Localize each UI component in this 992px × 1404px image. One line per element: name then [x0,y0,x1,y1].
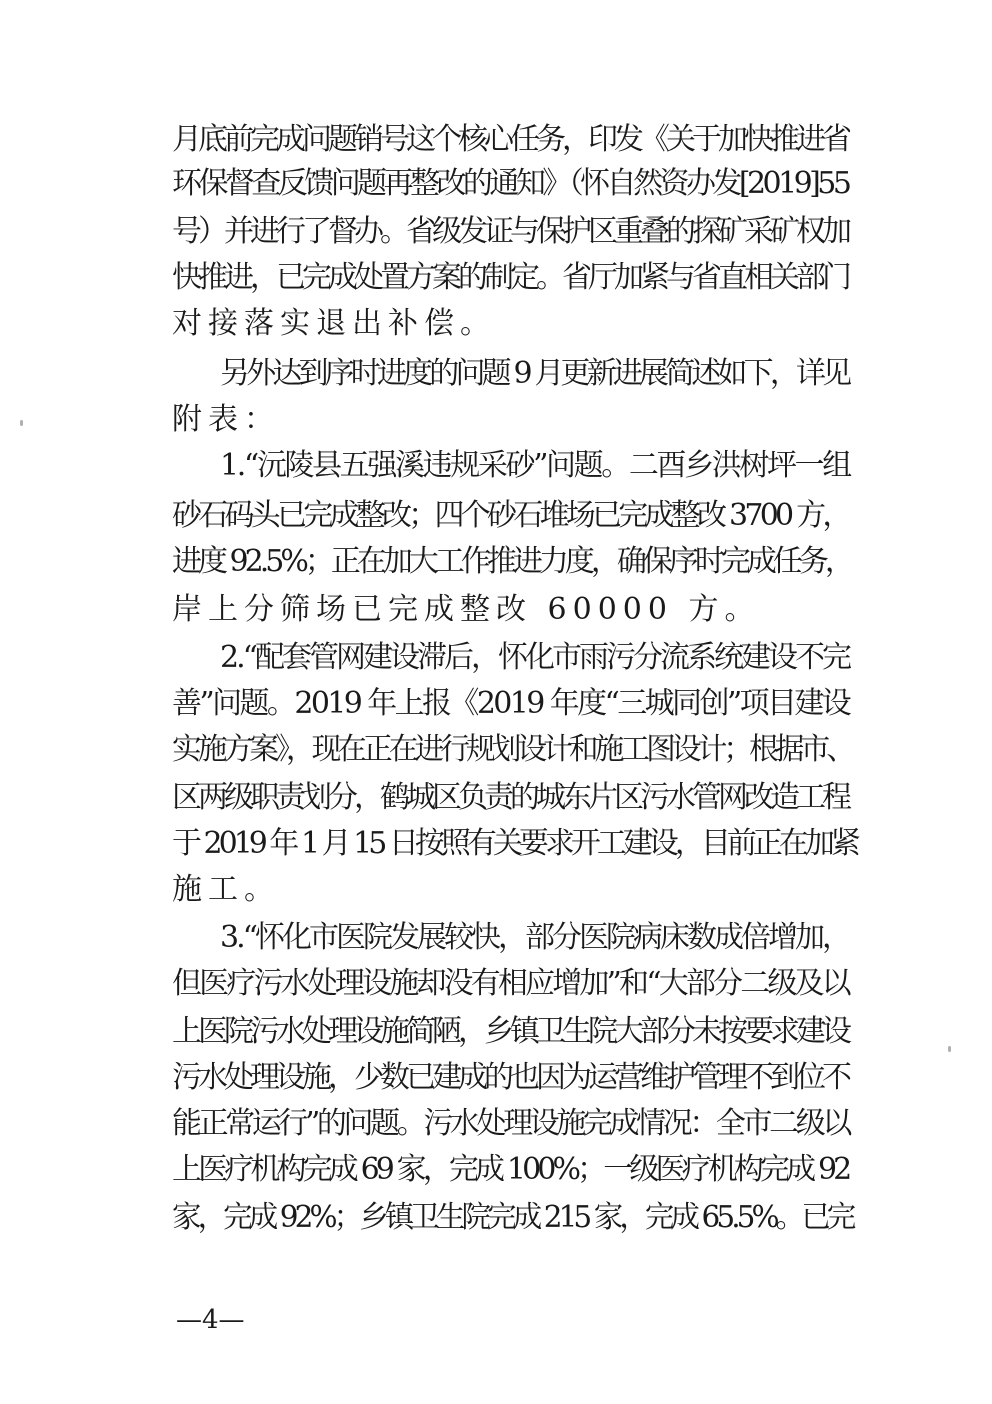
text-line: 但医疗污水处理设施却没有相应增加”和“大部分二级及以 [172,966,849,1001]
text-line: 施工。 [172,872,280,907]
text-line: 快推进，已完成处置方案的制定。省厅加紧与省直相关部门 [172,260,848,295]
text-line: 区两级职责划分，鹤城区负责的城东片区污水管网改造工程 [172,780,848,815]
text-line: 岸上分筛场已完成整改 60000 方。 [172,592,761,627]
text-line: 号）并进行了督办。省级发证与保护区重叠的探矿采矿权加 [172,214,848,249]
text-line: 上医院污水处理设施简陋，乡镇卫生院大部分未按要求建设 [172,1014,848,1049]
text-line: 3.“怀化市医院发展较快，部分医院病床数成倍增加， [220,920,849,955]
text-line: 对接落实退出补偿。 [172,306,496,341]
text-line: 家，完成 92%；乡镇卫生院完成 215 家，完成 65.5%。已完 [172,1200,853,1235]
text-line: 月底前完成问题销号这个核心任务，印发《关于加快推进省 [172,122,848,157]
text-line: 实施方案》，现在正在进行规划设计和施工图设计；根据市、 [172,732,852,767]
scan-speck [20,420,23,426]
text-line: 善”问题。2019 年上报《2019 年度“三城同创”项目建设 [172,686,850,721]
text-line: 上医疗机构完成 69 家，完成 100%；一级医疗机构完成 92 [172,1152,849,1187]
text-line: 能正常运行”的问题。污水处理设施完成情况：全市二级以 [172,1106,849,1141]
page-number: —4— [176,1305,245,1335]
text-line: 附表： [172,402,280,437]
scan-speck [948,1046,951,1052]
text-line: 环保督查反馈问题再整改的通知》（怀自然资办发[2019]55 [172,166,849,201]
text-line: 另外达到序时进度的问题 9 月更新进展简述如下，详见 [220,356,849,391]
text-line: 1.“沅陵县五强溪违规采砂”问题。二酉乡洪树坪一组 [220,448,850,483]
text-line: 污水处理设施，少数已建成的也因为运营维护管理不到位不 [172,1060,848,1095]
text-line: 于 2019 年 1 月 15 日按照有关要求开工建设，目前正在加紧 [172,826,857,861]
text-line: 进度 92.5%；正在加大工作推进力度，确保序时完成任务， [172,544,851,579]
text-line: 2.“配套管网建设滞后，怀化市雨污分流系统建设不完 [220,640,849,675]
text-line: 砂石码头已完成整改；四个砂石堆场已完成整改 3700 方， [172,498,849,533]
